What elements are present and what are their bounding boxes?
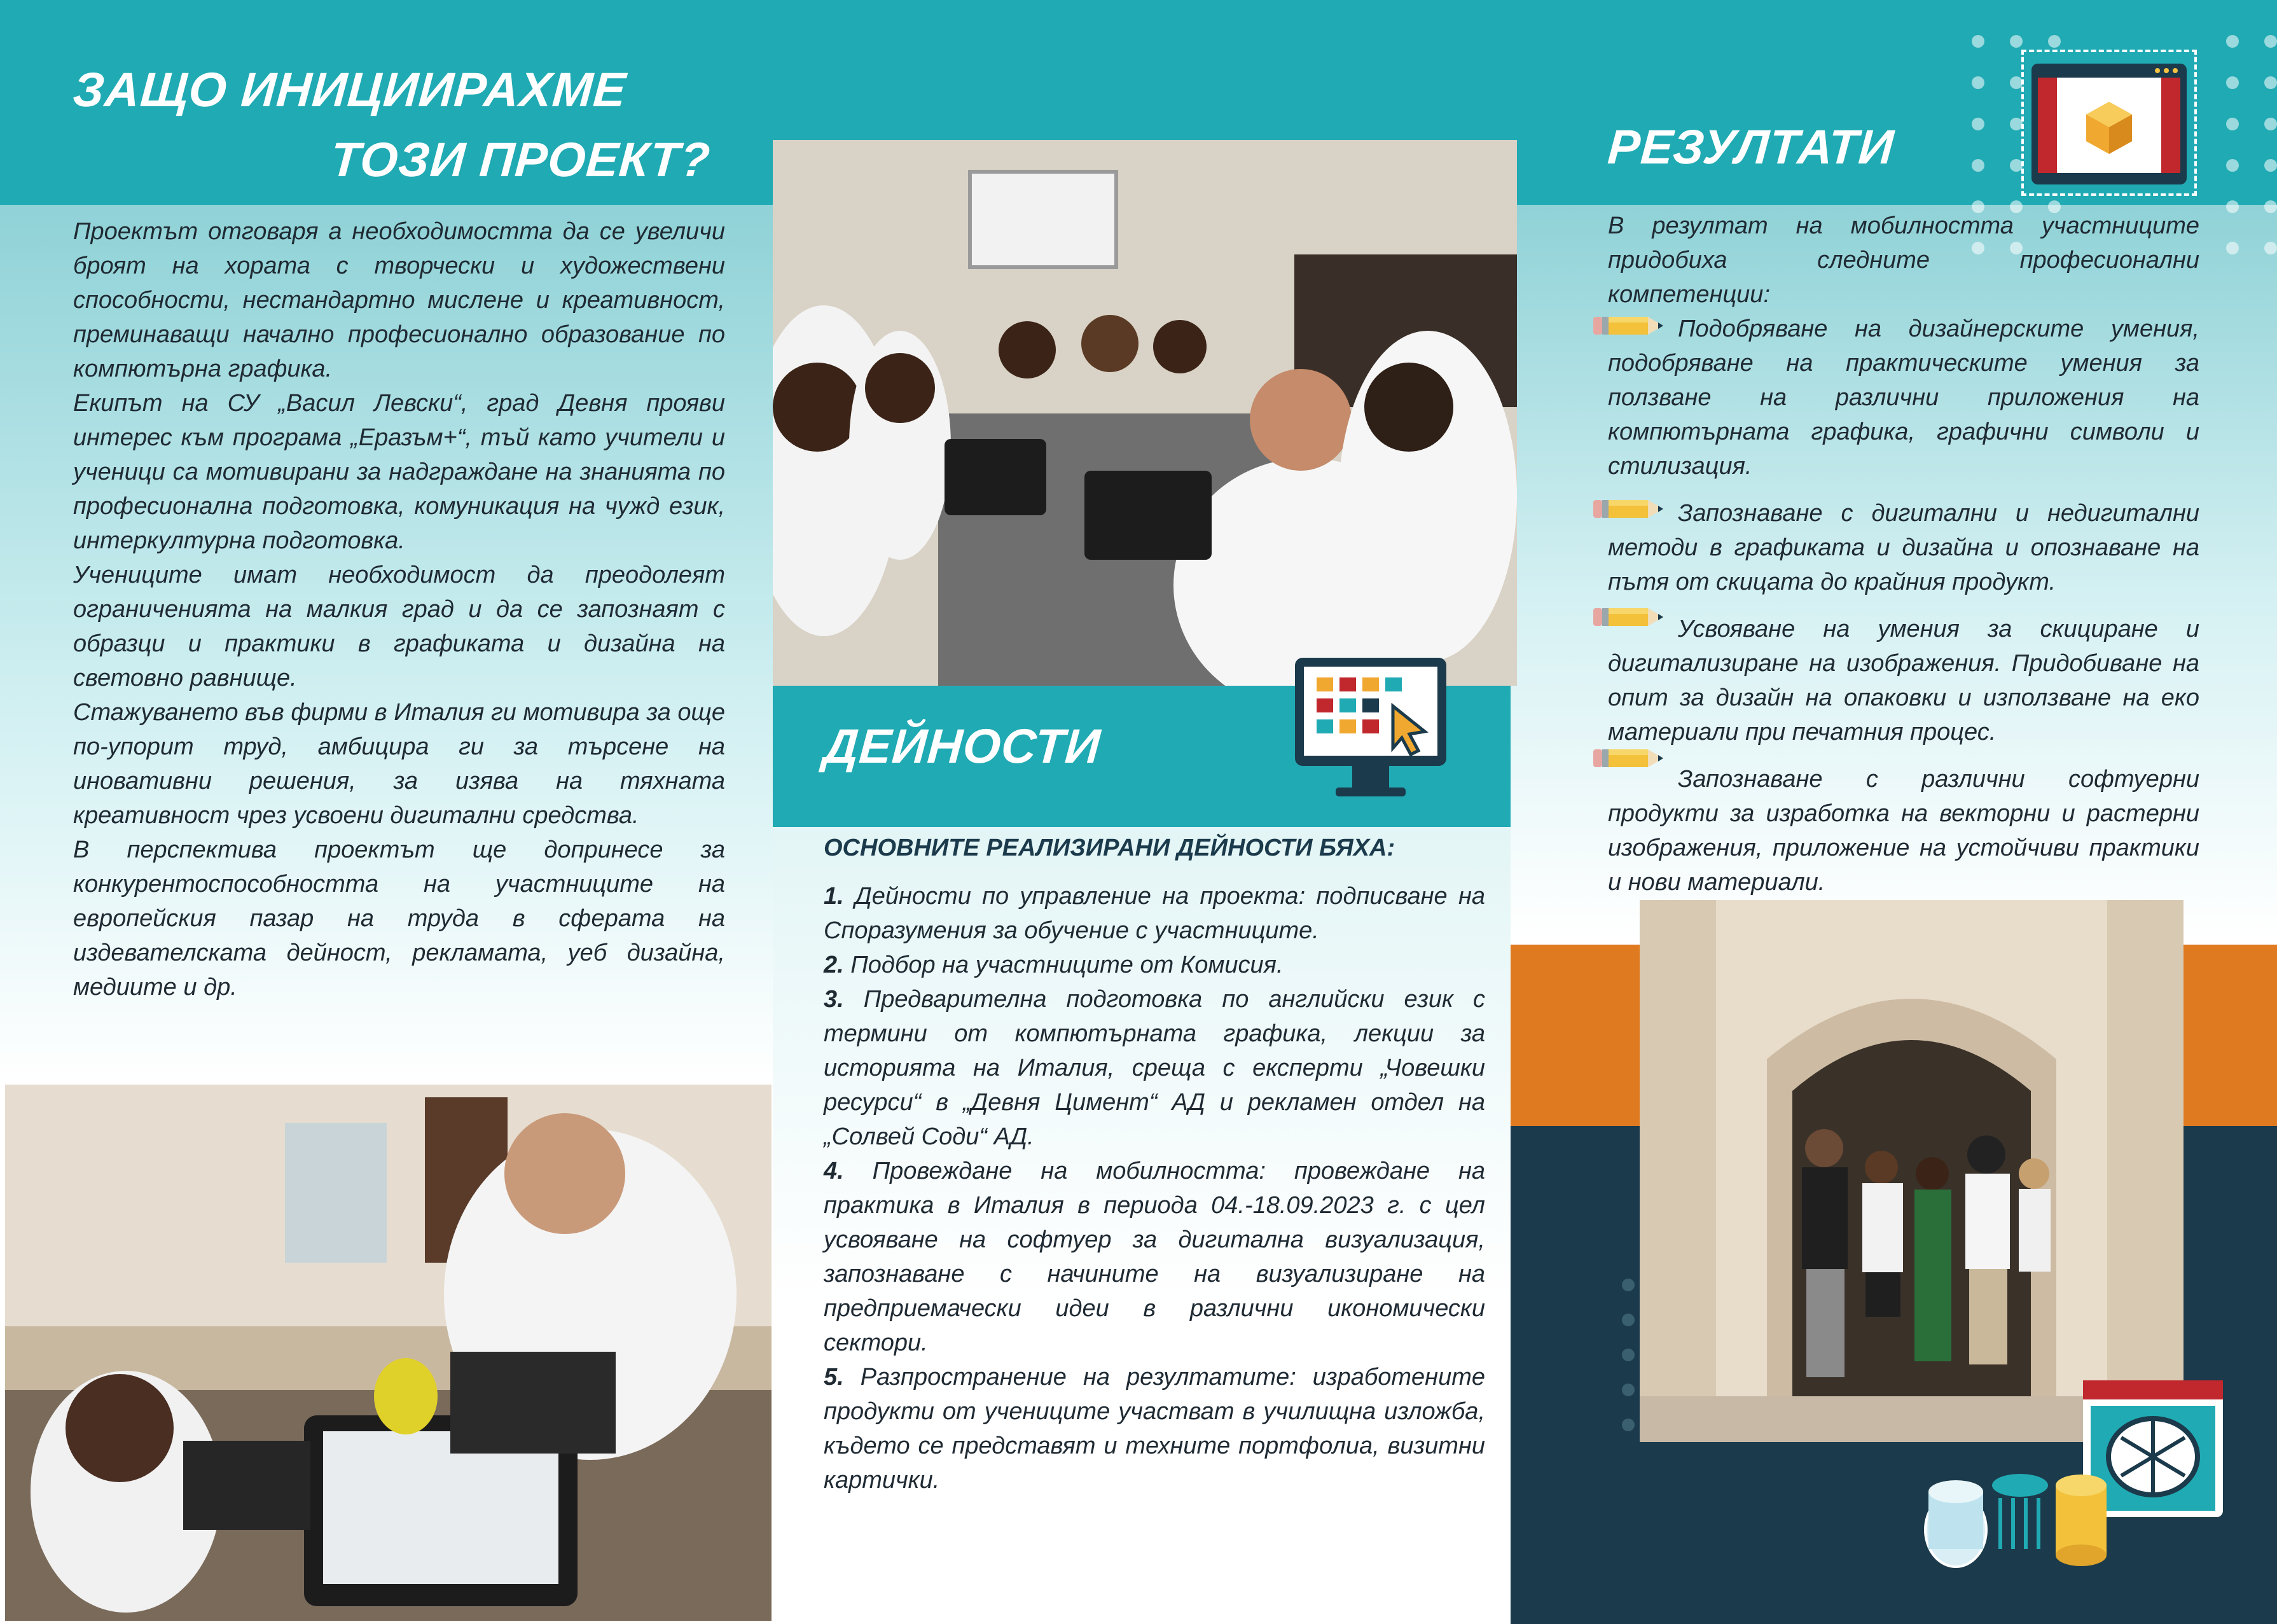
left-heading-line2: ТОЗИ ПРОЕКТ? bbox=[329, 133, 712, 187]
computer-palette-icon bbox=[1291, 655, 1450, 802]
list-number: 2. bbox=[824, 952, 844, 978]
results-heading: РЕЗУЛТАТИ bbox=[1606, 120, 1896, 174]
results-item bbox=[1608, 496, 2199, 599]
list-number: 4. bbox=[824, 1158, 844, 1184]
web-design-icon bbox=[2021, 50, 2197, 196]
left-paragraph: В перспектива проектът ще допринесе за конкурентоспособността на участниците на европейския пазар на труда в сферата на издевателската дейност, рекламата, уеб дизайна, медиите и др. bbox=[73, 836, 725, 1001]
pencil-icon bbox=[1593, 604, 1670, 633]
results-item-text: Подобряване на дизайнерските умения, подобряване на практическите умения за ползване на различни приложения на компютърната графика, графични символи и стилизация. bbox=[1608, 316, 2199, 480]
list-item bbox=[824, 1360, 1485, 1497]
results-intro: В резултат на мобилността участниците придобиха следните професионални компетенции: bbox=[1608, 212, 2199, 308]
results-body bbox=[1608, 209, 2199, 312]
left-paragraph: Учениците имат необходимост да преодолеят ограниченията на малкия град и да се запознаят с образци и практики в графиката и дизайна на световно равнище. bbox=[73, 562, 725, 691]
list-item bbox=[824, 879, 1485, 948]
activities-subheading: ОСНОВНИТЕ РЕАЛИЗИРАНИ ДЕЙНОСТИ БЯХА: bbox=[824, 835, 1395, 861]
left-paragraph: Екипът на СУ „Васил Левски“, град Девня прояви интерес към програма „Еразъм+“, тъй като учители и ученици са мотивирани за надграждане на знанията по професионална подготовка, комуникация на чужд език, интеркултурна подготовка. bbox=[73, 390, 725, 554]
list-item bbox=[824, 948, 1485, 982]
students-laptops-photo bbox=[5, 1085, 772, 1621]
list-text: Предварителна подготовка по английски език с термини от компютърната графика, лекции за историята на Италия, среща с експерти „Човешки ресурси“ в „Девня Цимент“ АД и рекламен отдел на „Солвей Соди“ АД. bbox=[824, 986, 1486, 1150]
activities-heading: ДЕЙНОСТИ bbox=[822, 719, 1103, 774]
results-item bbox=[1608, 312, 2199, 483]
database-icon bbox=[1921, 1466, 2112, 1574]
group-italy-photo bbox=[1640, 900, 2184, 1442]
list-number: 3. bbox=[824, 986, 844, 1013]
list-item bbox=[824, 1154, 1485, 1360]
left-paragraph: Проектът отговаря а необходимостта да се увеличи броят на хората с творчески и художествени способности, нестандартно мислене и креативност, преминаващи начално професионално образование по компютърна графика. bbox=[73, 218, 725, 382]
pencil-icon bbox=[1593, 313, 1670, 342]
activities-list bbox=[824, 879, 1485, 1497]
results-list bbox=[1608, 312, 2199, 912]
list-text: Разпространение на резултатите: изработените продукти от учениците участват в училищна изложба, където се представят и техните портфолиа, визитни картички. bbox=[824, 1364, 1485, 1494]
list-text: Подбор на участниците от Комисия. bbox=[850, 952, 1284, 978]
list-item bbox=[824, 982, 1485, 1154]
results-item-text: Усвояване на умения за скициране и дигитализиране на изображения. Придобиване на опит за дизайн на опаковки и използване на еко материали при печатния процес. bbox=[1608, 616, 2199, 746]
results-item bbox=[1608, 762, 2199, 899]
list-number: 1. bbox=[824, 883, 844, 910]
results-item bbox=[1608, 612, 2199, 749]
list-text: Провеждане на мобилността: провеждане на практика в Италия в периода 04.-18.09.2023 г. с цел усвояване на софтуер за дигитална визуализация, запознаване с начините на визуализиране на предприемачески идеи в различни икономически сектори. bbox=[824, 1158, 1485, 1356]
left-paragraph: Стажуването във фирми в Италия ги мотивира за още по-упорит труд, амбицира ги за търсене на иновативни решения, за изява на тяхната креативност чрез усвоени дигитални средства. bbox=[73, 699, 725, 829]
pencil-icon bbox=[1593, 746, 1670, 774]
left-body bbox=[73, 214, 725, 1004]
list-text: Дейности по управление на проекта: подписване на Споразумения за обучение с участниците. bbox=[824, 883, 1485, 944]
pencil-icon bbox=[1593, 496, 1670, 525]
results-item-text: Запознаване с дигитални и недигитални методи в графиката и дизайна и опознаване на пътя от скицата до крайния продукт. bbox=[1608, 500, 2199, 595]
team-meeting-photo bbox=[773, 140, 1517, 686]
results-item-text: Запознаване с различни софтуерни продукти за изработка на векторни и растерни изображения, приложение на устойчиви практики и нови материали. bbox=[1608, 766, 2199, 896]
left-heading-line1: ЗАЩО ИНИЦИИРАХМЕ bbox=[71, 63, 628, 117]
list-number: 5. bbox=[824, 1364, 844, 1391]
